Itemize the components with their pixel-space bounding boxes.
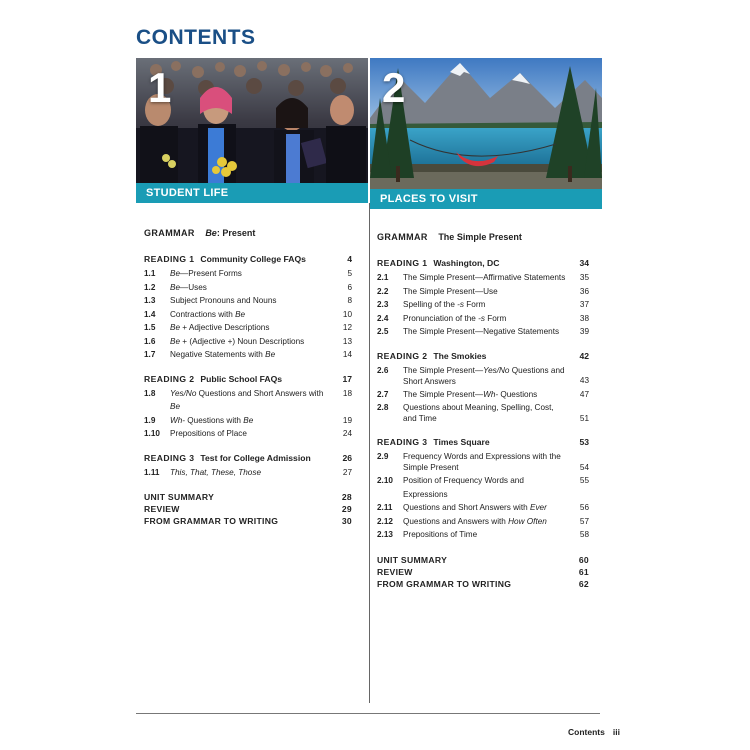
summary-page: 60: [578, 554, 589, 565]
toc-entry[interactable]: [377, 401, 589, 425]
toc-entry[interactable]: [377, 364, 589, 388]
entry-title-italic: Be: [170, 336, 181, 346]
entry-title-italic: Yes/No: [483, 365, 510, 375]
entry-title-text: Frequency Words and Expressions with the Simple Present: [403, 452, 561, 472]
summary-entry[interactable]: [144, 491, 352, 503]
reading-heading-text: [377, 437, 490, 447]
entry-title-italic: Ever: [529, 503, 547, 512]
reading-page: 53: [579, 437, 589, 447]
entry-title-text: Questions and Short Answers with: [403, 503, 530, 512]
unit1-contents: [144, 228, 352, 527]
summary-page: 30: [341, 516, 352, 526]
entry-title-italic: -s: [457, 300, 464, 309]
reading-section: [144, 254, 352, 362]
entry-number: 2.9: [377, 452, 389, 461]
summary-label: FROM GRAMMAR TO WRITING: [144, 516, 279, 526]
summary-entry[interactable]: [377, 578, 589, 590]
entry-number: 1.8: [144, 388, 156, 398]
entry-page: 18: [342, 388, 352, 398]
reading-heading[interactable]: [377, 351, 589, 361]
summary-entry[interactable]: [377, 566, 589, 578]
entry-number: 1.7: [144, 350, 156, 359]
reading-section: [144, 453, 352, 480]
entry-page: 10: [342, 309, 352, 319]
reading-heading-text: [377, 351, 486, 361]
entry-title-italic: Be: [170, 269, 181, 278]
entry-title: [170, 267, 330, 281]
summary-label: UNIT SUMMARY: [144, 492, 215, 502]
entry-title: [170, 281, 330, 295]
entry-title: [403, 515, 567, 529]
reading-title: Public School FAQs: [200, 373, 283, 384]
entry-title-italic: Yes/No: [170, 388, 197, 398]
entry-page: 35: [579, 273, 589, 282]
reading-heading-text: [377, 258, 499, 268]
page-title: CONTENTS: [136, 26, 256, 49]
entry-number: 1.9: [144, 415, 156, 425]
entry-page: 51: [579, 413, 589, 423]
entry-page: 8: [347, 296, 352, 305]
entry-title: [403, 364, 567, 388]
unit2-grammar-topic: The Simple Present: [438, 232, 522, 242]
reading-label: READING 2: [144, 373, 195, 384]
entry-page: 43: [579, 376, 589, 385]
toc-entry[interactable]: [144, 267, 352, 281]
reading-title: Washington, DC: [433, 258, 500, 268]
toc-entry[interactable]: [144, 321, 352, 335]
reading-heading-text: [144, 254, 306, 264]
entry-page: 55: [579, 476, 589, 485]
entry-number: 1.10: [144, 429, 160, 438]
unit1-grammar-label: GRAMMAR: [144, 228, 195, 238]
entry-page: 58: [579, 530, 589, 539]
entry-title-italic: Be: [170, 282, 181, 292]
reading-page: 34: [579, 258, 589, 268]
summary-entry[interactable]: [144, 503, 352, 515]
footer-rule: [136, 713, 600, 714]
toc-entry[interactable]: [144, 348, 352, 362]
entry-title: [403, 325, 567, 339]
entry-title-text: + (Adjective +) Noun Descriptions: [180, 336, 305, 346]
entry-title: [403, 474, 567, 501]
entry-title-text: Spelling of the: [403, 300, 458, 309]
entry-number: 2.7: [377, 389, 389, 399]
footer-label: Contents: [568, 727, 605, 737]
entry-number: 1.1: [144, 269, 156, 278]
entry-number: 2.4: [377, 313, 389, 323]
summary-label: REVIEW: [144, 504, 180, 514]
entry-title: [170, 427, 330, 441]
entry-title-text: Prepositions of Time: [403, 530, 478, 539]
entry-page: 5: [347, 269, 352, 278]
toc-entry[interactable]: [377, 450, 589, 474]
unit1-theme-band: STUDENT LIFE: [136, 183, 368, 203]
entry-title: [403, 312, 567, 326]
entry-number: 1.2: [144, 282, 156, 292]
toc-entry[interactable]: [144, 387, 352, 414]
entry-title-italic: Wh-: [170, 415, 186, 425]
toc-entry[interactable]: [377, 271, 589, 285]
entry-title: [170, 308, 330, 322]
unit1-grammar: [144, 228, 352, 238]
summary-page: 62: [578, 578, 589, 589]
entry-number: 2.10: [377, 476, 393, 485]
entry-title-text: The Simple Present—: [403, 365, 484, 375]
entry-title-text: Pronunciation of the: [403, 313, 479, 323]
unit2-theme-band: PLACES TO VISIT: [370, 189, 602, 209]
summary-page: 61: [578, 566, 589, 577]
entry-number: 2.1: [377, 273, 389, 282]
reading-heading[interactable]: [377, 258, 589, 268]
entry-page: 13: [342, 336, 352, 346]
unit1-grammar-topic: : Present: [216, 228, 256, 238]
entry-title-text: Subject Pronouns and Nouns: [170, 296, 277, 305]
unit1-photo: [136, 58, 368, 184]
entry-page: 38: [579, 313, 589, 323]
reading-label: READING 1: [377, 258, 428, 268]
reading-heading-text: [144, 453, 311, 463]
reading-label: READING 3: [144, 452, 195, 463]
reading-label: READING 1: [144, 254, 195, 264]
unit2-contents: [377, 232, 589, 590]
entry-page: 27: [342, 467, 352, 477]
entry-page: 14: [342, 350, 352, 359]
reading-page: 17: [342, 373, 352, 384]
entry-number: 2.6: [377, 365, 389, 375]
reading-heading-text: [144, 374, 282, 384]
toc-entry[interactable]: [144, 466, 352, 480]
page-footer: [568, 727, 620, 737]
entry-title-text: + Adjective Descriptions: [180, 323, 270, 332]
entry-page: 6: [347, 282, 352, 292]
entry-page: 24: [342, 429, 352, 438]
reading-title: Test for College Admission: [200, 452, 311, 463]
reading-page: 4: [347, 254, 352, 264]
summary-entry[interactable]: [144, 515, 352, 527]
entry-page: 54: [579, 462, 589, 472]
toc-entry[interactable]: [377, 312, 589, 326]
entry-title: [403, 450, 567, 474]
entry-number: 2.2: [377, 286, 389, 296]
reading-section: [377, 351, 589, 426]
reading-section: [144, 374, 352, 441]
entry-title-italic: Be: [170, 402, 181, 411]
unit2-grammar-label: GRAMMAR: [377, 232, 428, 242]
entry-title-text: Prepositions of Place: [170, 429, 247, 438]
toc-entry[interactable]: [377, 501, 589, 515]
reading-page: 26: [342, 452, 352, 463]
entry-title-text: Questions with: [185, 415, 244, 425]
toc-entry[interactable]: [377, 528, 589, 542]
toc-entry[interactable]: [377, 388, 589, 402]
entry-number: 2.3: [377, 300, 389, 309]
entry-title-italic: -s: [478, 313, 485, 323]
entry-title-italic: Be: [170, 323, 181, 332]
reading-heading[interactable]: [144, 254, 352, 264]
entry-page: 57: [579, 516, 589, 526]
entry-number: 2.5: [377, 327, 389, 336]
entry-page: 37: [579, 300, 589, 309]
entry-number: 1.6: [144, 336, 156, 346]
entry-number: 1.11: [144, 467, 160, 477]
toc-entry[interactable]: [144, 294, 352, 308]
column-divider: [369, 203, 370, 703]
summary-label: UNIT SUMMARY: [377, 554, 448, 565]
entry-title: [170, 387, 330, 414]
entry-number: 2.8: [377, 403, 389, 412]
entry-page: 47: [579, 389, 589, 399]
entry-title-text: —Present Forms: [180, 269, 242, 278]
entry-title-text: —Uses: [180, 282, 207, 292]
entry-title-text: Position of Frequency Words and Expressions: [403, 476, 524, 499]
reading-heading[interactable]: [144, 453, 352, 463]
reading-section: [377, 437, 589, 542]
entry-title: [403, 388, 567, 402]
entry-title-text: Contractions with: [170, 309, 236, 319]
entry-title: [403, 501, 567, 515]
entry-title-text: The Simple Present—: [403, 389, 484, 399]
toc-entry[interactable]: [377, 515, 589, 529]
entry-title-italic: Be: [243, 415, 254, 425]
entry-title-text: Questions: [498, 389, 538, 399]
unit1-number: 1: [148, 64, 172, 111]
unit2-grammar: [377, 232, 589, 242]
entry-title: [403, 271, 567, 285]
entry-page: 56: [579, 503, 589, 512]
toc-entry[interactable]: [144, 308, 352, 322]
entry-title-text: The Simple Present—Use: [403, 286, 498, 296]
unit1-grammar-topic-italic: Be: [205, 228, 217, 238]
entry-title-text: Form: [464, 300, 486, 309]
entry-title: [170, 414, 330, 428]
summary-page: 29: [341, 504, 352, 514]
entry-title: [170, 348, 330, 362]
summary-entry[interactable]: [377, 554, 589, 566]
entry-title: [403, 298, 567, 312]
reading-page: 42: [579, 350, 589, 361]
entry-title: [170, 466, 330, 480]
entry-title-italic: Wh-: [483, 389, 499, 399]
entry-page: 12: [342, 323, 352, 332]
entry-title-italic: This, That, These, Those: [170, 467, 262, 477]
entry-title-italic: How Often: [508, 516, 547, 526]
reading-label: READING 3: [377, 437, 428, 447]
entry-title-italic: Be: [265, 350, 276, 359]
unit2-number: 2: [382, 64, 406, 111]
entry-title: [403, 401, 567, 425]
unit2-photo: [370, 58, 602, 190]
toc-entry[interactable]: [144, 335, 352, 349]
summary-label: FROM GRAMMAR TO WRITING: [377, 578, 512, 589]
summary-page: 28: [341, 492, 352, 502]
reading-title: The Smokies: [433, 350, 487, 361]
entry-title: [170, 294, 330, 308]
reading-heading[interactable]: [377, 437, 589, 447]
entry-number: 1.5: [144, 323, 156, 332]
entry-title: [170, 335, 330, 349]
reading-section: [377, 258, 589, 339]
entry-number: 1.4: [144, 309, 156, 319]
toc-entry[interactable]: [144, 427, 352, 441]
entry-title-text: The Simple Present—Affirmative Statements: [403, 273, 566, 282]
entry-number: 2.11: [377, 503, 393, 512]
toc-entry[interactable]: [377, 474, 589, 501]
entry-title-text: Negative Statements with: [170, 350, 266, 359]
summary-label: REVIEW: [377, 566, 413, 577]
entry-title-text: Form: [484, 313, 507, 323]
entry-page: 19: [342, 415, 352, 425]
entry-title-text: Questions and Short Answers with: [196, 388, 324, 398]
entry-title-text: Questions and Answers with: [403, 516, 509, 526]
entry-page: 36: [579, 286, 589, 296]
toc-entry[interactable]: [377, 285, 589, 299]
entry-title-text: Questions about Meaning, Spelling, Cost, and Time: [403, 403, 554, 423]
reading-label: READING 2: [377, 350, 428, 361]
entry-title-text: Questions and Short Answers: [403, 365, 565, 386]
entry-number: 1.3: [144, 296, 156, 305]
entry-title: [403, 285, 567, 299]
toc-entry[interactable]: [377, 325, 589, 339]
toc-entry[interactable]: [144, 281, 352, 295]
reading-title: Community College FAQs: [200, 254, 306, 264]
entry-page: 39: [579, 327, 589, 336]
footer-page-number: iii: [612, 727, 620, 737]
reading-heading[interactable]: [144, 374, 352, 384]
entry-number: 2.13: [377, 530, 393, 539]
toc-entry[interactable]: [377, 298, 589, 312]
entry-number: 2.12: [377, 516, 393, 526]
entry-title: [403, 528, 567, 542]
entry-title: [170, 321, 330, 335]
entry-title-text: The Simple Present—Negative Statements: [403, 327, 560, 336]
entry-title-italic: Be: [235, 309, 246, 319]
toc-entry[interactable]: [144, 414, 352, 428]
reading-title: Times Square: [433, 437, 490, 447]
